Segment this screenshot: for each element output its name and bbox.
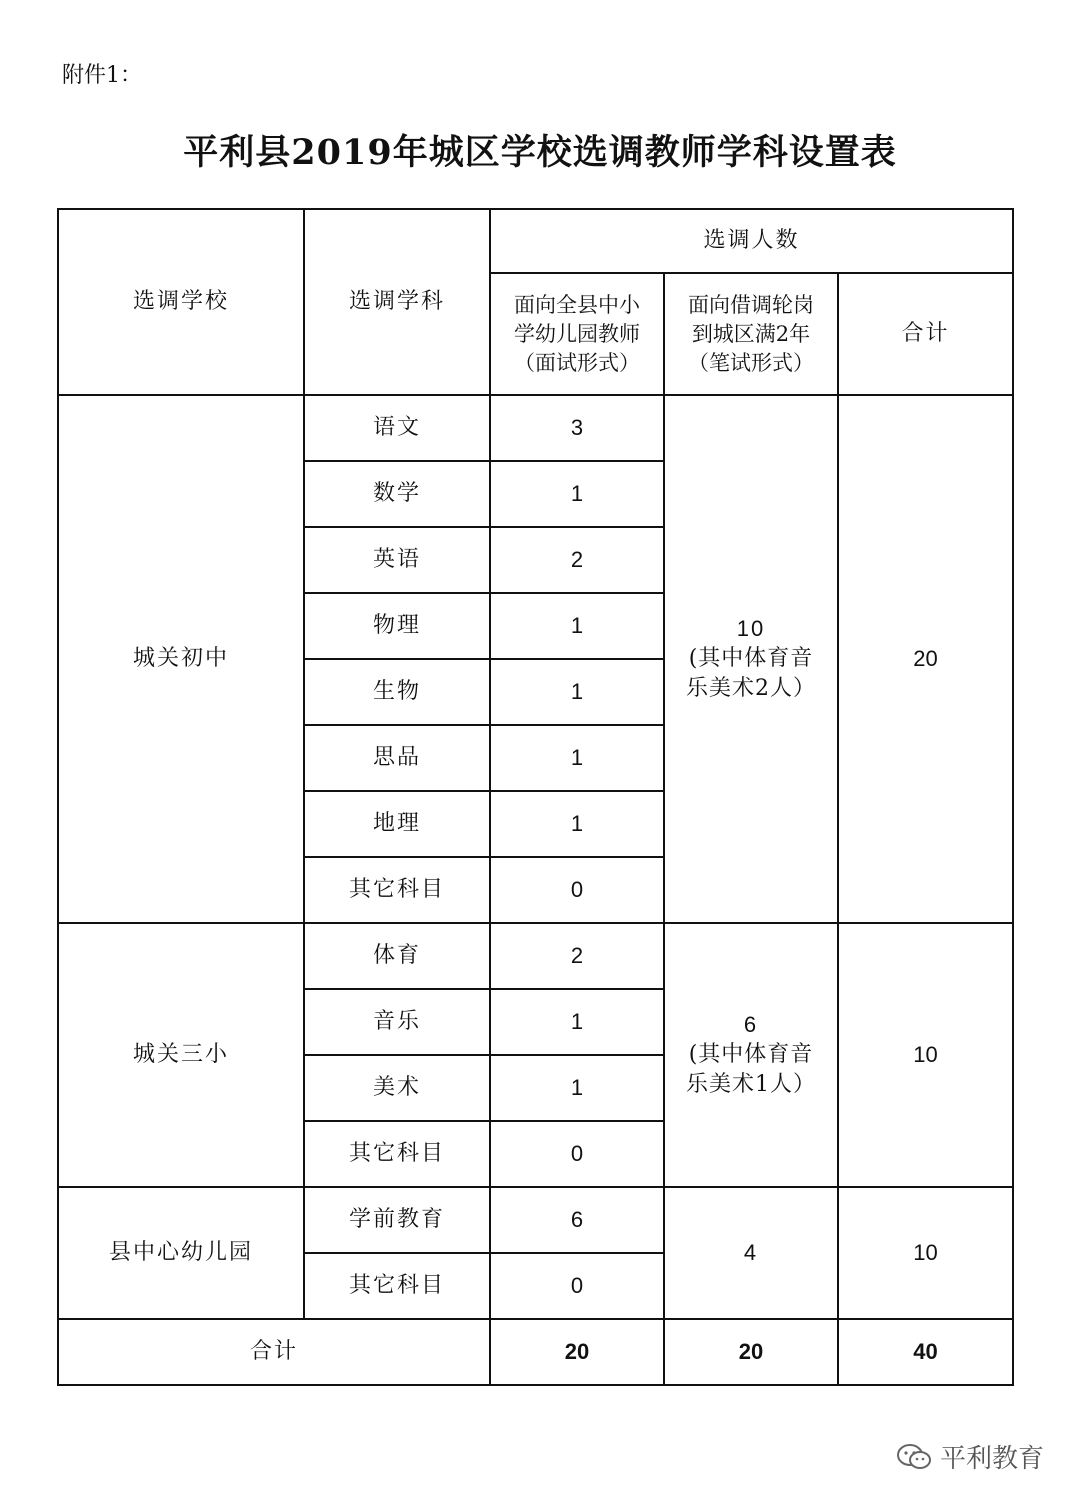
subject-cell: 其它科目 <box>304 1121 490 1187</box>
county-count-cell: 3 <box>490 395 664 461</box>
county-count-cell: 1 <box>490 659 664 725</box>
header-col-county <box>490 273 664 395</box>
school-cell: 县中心幼儿园 <box>58 1187 304 1319</box>
subject-cell: 学前教育 <box>304 1187 490 1253</box>
subject-cell: 英语 <box>304 527 490 593</box>
header-borrowed-line: 到城区满2年 <box>691 321 811 346</box>
header-county-line: 面向全县中小 <box>514 292 640 317</box>
borrowed-note: 乐美术1人） <box>686 1072 816 1097</box>
county-count-cell: 1 <box>490 989 664 1055</box>
subject-cell: 语文 <box>304 395 490 461</box>
subject-cell: 数学 <box>304 461 490 527</box>
subject-cell: 思品 <box>304 725 490 791</box>
attachment-label: 附件1： <box>62 63 142 88</box>
county-count-cell: 0 <box>490 857 664 923</box>
watermark <box>896 1438 1044 1475</box>
table-row <box>58 1187 1013 1253</box>
header-count-group: 选调人数 <box>490 209 1013 273</box>
county-count-cell: 1 <box>490 593 664 659</box>
county-count-cell: 1 <box>490 791 664 857</box>
table-row <box>58 395 1013 461</box>
borrowed-count-cell <box>664 923 838 1187</box>
subject-cell: 地理 <box>304 791 490 857</box>
header-county-line: （面试形式） <box>514 350 640 375</box>
school-cell: 城关三小 <box>58 923 304 1187</box>
borrowed-count-cell <box>664 1187 838 1319</box>
county-count-cell: 0 <box>490 1121 664 1187</box>
county-count-cell: 2 <box>490 923 664 989</box>
header-borrowed-line: 面向借调轮岗 <box>688 292 814 317</box>
subject-cell: 体育 <box>304 923 490 989</box>
subject-cell: 物理 <box>304 593 490 659</box>
totals-borrowed: 20 <box>664 1319 838 1385</box>
borrowed-count: 4 <box>743 1240 759 1265</box>
table-row <box>58 923 1013 989</box>
borrowed-note: 乐美术2人） <box>686 676 816 701</box>
borrowed-note: (其中体育音 <box>688 646 814 671</box>
subject-cell: 生物 <box>304 659 490 725</box>
borrowed-count-cell <box>664 395 838 923</box>
subject-cell: 音乐 <box>304 989 490 1055</box>
totals-total: 40 <box>838 1319 1013 1385</box>
subject-cell: 美术 <box>304 1055 490 1121</box>
subject-cell: 其它科目 <box>304 857 490 923</box>
borrowed-count: 6 <box>743 1012 759 1037</box>
wechat-icon <box>896 1443 932 1471</box>
borrowed-note: (其中体育音 <box>688 1042 814 1067</box>
header-borrowed-line: （笔试形式） <box>688 350 814 375</box>
header-school: 选调学校 <box>58 209 304 395</box>
header-county-line: 学幼儿园教师 <box>514 321 640 346</box>
county-count-cell: 0 <box>490 1253 664 1319</box>
school-cell: 城关初中 <box>58 395 304 923</box>
header-col-total: 合计 <box>838 273 1013 395</box>
totals-label: 合计 <box>58 1319 490 1385</box>
totals-row <box>58 1319 1013 1385</box>
totals-county: 20 <box>490 1319 664 1385</box>
county-count-cell: 1 <box>490 725 664 791</box>
county-count-cell: 6 <box>490 1187 664 1253</box>
page-title: 平利县2019年城区学校选调教师学科设置表 <box>183 132 897 173</box>
county-count-cell: 1 <box>490 1055 664 1121</box>
subject-table <box>57 208 1014 1386</box>
county-count-cell: 1 <box>490 461 664 527</box>
group-total-cell: 10 <box>838 1187 1013 1319</box>
borrowed-count: 10 <box>736 616 766 641</box>
header-subject: 选调学科 <box>304 209 490 395</box>
group-total-cell: 10 <box>838 923 1013 1187</box>
county-count-cell: 2 <box>490 527 664 593</box>
subject-cell: 其它科目 <box>304 1253 490 1319</box>
header-col-borrowed <box>664 273 838 395</box>
watermark-text: 平利教育 <box>939 1444 1044 1474</box>
group-total-cell: 20 <box>838 395 1013 923</box>
